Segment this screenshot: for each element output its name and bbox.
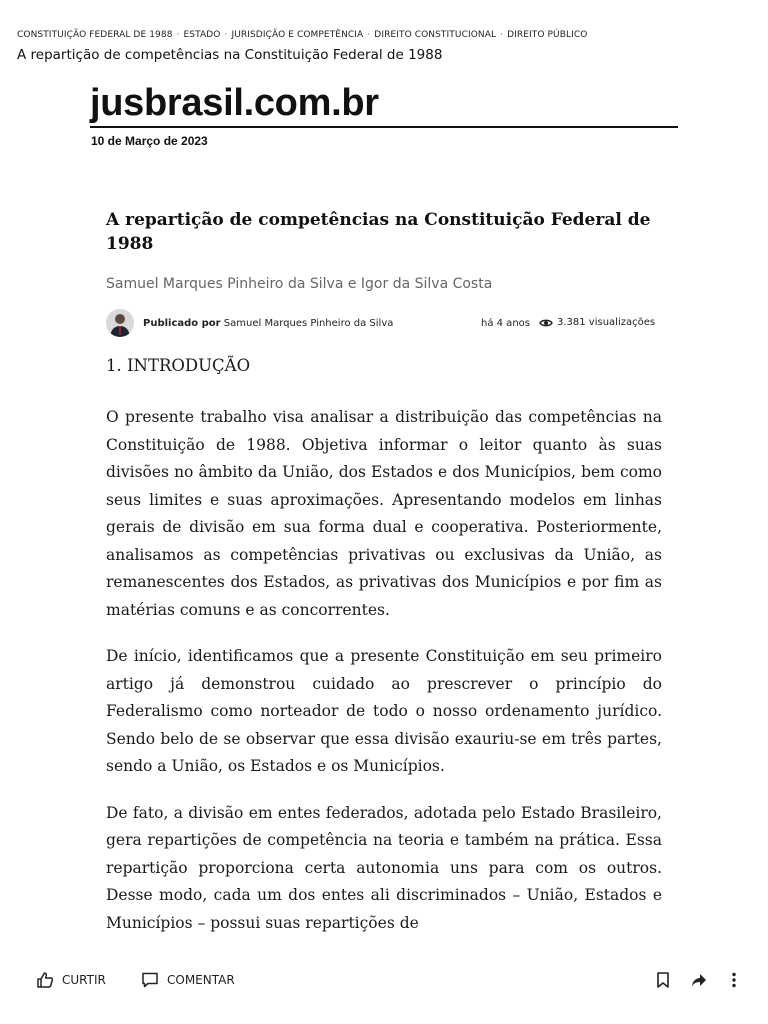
header-divider	[90, 126, 678, 128]
published-by	[143, 318, 393, 329]
article-body	[106, 352, 662, 956]
published-ago: há 4 anos	[481, 318, 530, 329]
publisher-row	[106, 309, 662, 339]
published-label: Publicado por	[143, 318, 221, 329]
share-icon	[690, 971, 708, 989]
comment-icon	[141, 971, 159, 989]
breadcrumb-item[interactable]: JURISDIÇÃO E COMPETÊNCIA	[231, 30, 364, 40]
breadcrumb-separator: ·	[224, 30, 228, 40]
avatar[interactable]	[106, 309, 134, 337]
article-authors: Samuel Marques Pinheiro da Silva e Igor da Silva Costa	[106, 276, 493, 292]
document-title: A repartição de competências na Constituição Federal de 1988	[17, 47, 443, 63]
more-vertical-icon	[727, 971, 741, 989]
paragraph: De início, identificamos que a presente Constituição em seu primeiro artigo já demonstrou cuidado ao prescrever o princípio do Federalismo como norteador de todo o nosso ordenamento jurídico. Sendo belo de se observar que essa divisão exauriu-se em três partes, sendo a União, os Estados e os Municípios.	[106, 647, 662, 775]
view-count	[539, 317, 655, 328]
comment-label: COMENTAR	[167, 973, 235, 987]
bookmark-icon	[655, 971, 671, 989]
bottom-toolbar	[0, 962, 768, 998]
share-button[interactable]	[690, 971, 708, 993]
like-label: CURTIR	[62, 973, 106, 987]
like-button[interactable]	[36, 971, 106, 989]
comment-button[interactable]	[141, 971, 235, 989]
breadcrumb-separator: ·	[500, 30, 504, 40]
publish-date: 10 de Março de 2023	[91, 134, 208, 148]
site-name: jusbrasil.com.br	[90, 82, 379, 124]
paragraph: O presente trabalho visa analisar a distribuição das competências na Constituição de 1988. Objetiva informar o leitor quanto às suas divisões no âmbito da União, dos Estados e dos Municípios, bem como seus limites e suas aproximações. Apresentando modelos em linhas gerais de divisão em sua forma dual e cooperativa. Posteriormente, analisamos as competências privativas ou exclusivas da União, as remanescentes dos Estados, as privativas dos Municípios e por fim as matérias comuns e as concorrentes.	[106, 408, 662, 619]
eye-icon	[539, 318, 553, 328]
breadcrumb	[17, 30, 757, 40]
breadcrumb-item[interactable]: DIREITO CONSTITUCIONAL	[374, 30, 497, 40]
breadcrumb-separator: ·	[176, 30, 180, 40]
views-label: 3.381 visualizações	[557, 317, 656, 328]
article-title: A repartição de competências na Constituição Federal de 1988	[106, 210, 651, 254]
breadcrumb-item[interactable]: DIREITO PÚBLICO	[507, 30, 588, 40]
breadcrumb-separator: ·	[367, 30, 371, 40]
section-heading: 1. INTRODUÇÃO	[106, 356, 251, 375]
breadcrumb-item[interactable]: CONSTITUIÇÃO FEDERAL DE 1988	[17, 30, 173, 40]
paragraph: De fato, a divisão em entes federados, adotada pelo Estado Brasileiro, gera repartições de competência na teoria e também na prática. Essa repartição proporciona certa autonomia uns para com os outros. Desse modo, cada um dos entes ali discriminados – União, Estados e Municípios – possui suas repartições de	[106, 803, 662, 932]
breadcrumb-item[interactable]: ESTADO	[183, 30, 221, 40]
thumbs-up-icon	[36, 971, 54, 989]
bookmark-button[interactable]	[655, 971, 671, 993]
more-options-button[interactable]	[727, 971, 741, 993]
publisher-name[interactable]: Samuel Marques Pinheiro da Silva	[223, 318, 394, 329]
